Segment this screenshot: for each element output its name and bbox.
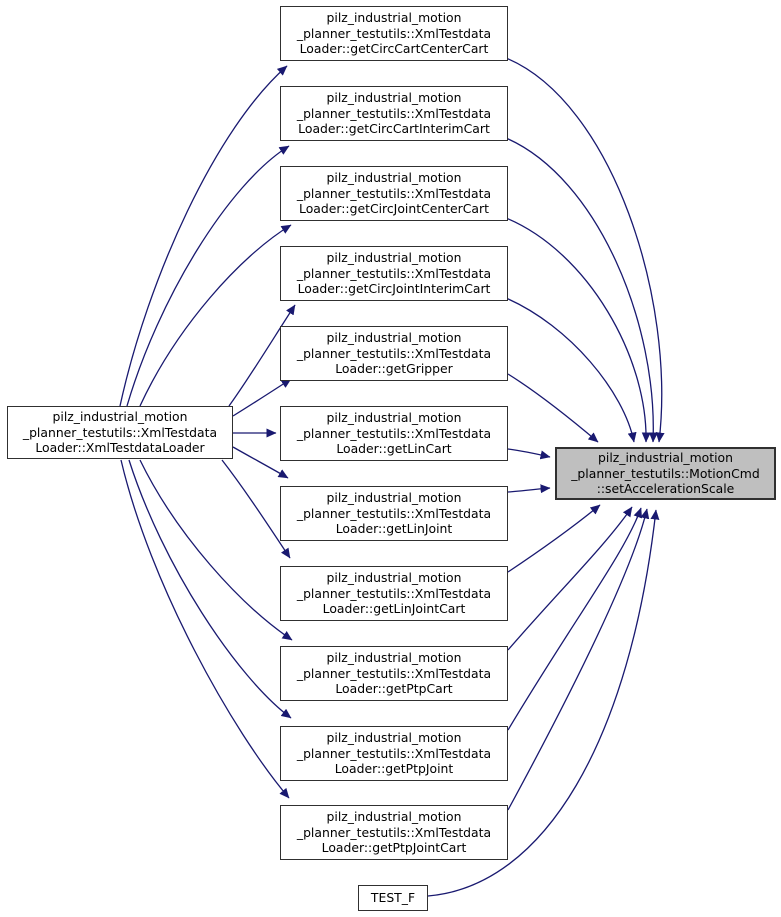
edge-caller-to-getCircCartInterimCart — [127, 146, 289, 406]
node-label-line: _planner_testutils::XmlTestdata — [296, 505, 492, 521]
node-label-line: _planner_testutils::XmlTestdata — [296, 824, 492, 840]
edge-getLinCart-to-target — [508, 449, 550, 457]
node-label-line: Loader::getCircJointInterimCart — [297, 281, 491, 297]
node-label-line: _planner_testutils::XmlTestdata — [296, 105, 492, 121]
node-label-line: _planner_testutils::XmlTestdata — [296, 745, 492, 761]
edge-caller-to-getPtpCart — [140, 460, 292, 640]
node-label-line: pilz_industrial_motion — [326, 410, 462, 426]
node-label-line: TEST_F — [370, 890, 416, 906]
node-label-line: Loader::getCircCartCenterCart — [299, 41, 489, 57]
node-label-line: Loader::getCircJointCenterCart — [299, 201, 489, 217]
node-get-circ-cart-center-cart[interactable] — [280, 6, 508, 61]
node-get-circ-joint-center-cart[interactable] — [280, 166, 508, 221]
node-get-ptp-cart[interactable] — [280, 646, 508, 701]
edge-getCircJointCenterCart-to-target — [506, 218, 646, 442]
node-label-line: pilz_industrial_motion — [52, 409, 188, 425]
node-label-line: _planner_testutils::XmlTestdata — [296, 665, 492, 681]
edge-getGripper-to-target — [508, 374, 598, 442]
node-label-line: pilz_industrial_motion — [326, 650, 462, 666]
node-test-f[interactable] — [358, 885, 428, 911]
node-label-line: _planner_testutils::XmlTestdata — [296, 585, 492, 601]
node-label-line: pilz_industrial_motion — [326, 250, 462, 266]
edge-getLinJointCart-to-target — [508, 505, 600, 572]
node-label-line: Loader::getCircCartInterimCart — [298, 121, 490, 137]
node-label-line: pilz_industrial_motion — [326, 809, 462, 825]
node-label-line: Loader::getPtpJointCart — [321, 840, 467, 856]
edge-getPtpJoint-to-target — [508, 508, 641, 730]
node-get-lin-joint-cart[interactable] — [280, 566, 508, 621]
node-set-acceleration-scale — [555, 447, 776, 500]
node-label-line: _planner_testutils::XmlTestdata — [296, 265, 492, 281]
node-get-lin-cart[interactable] — [280, 406, 508, 461]
node-get-ptp-joint[interactable] — [280, 726, 508, 781]
edge-caller-to-getCircJointCenterCart — [140, 225, 291, 406]
node-label-line: ::setAccelerationScale — [596, 481, 735, 497]
node-label-line: _planner_testutils::XmlTestdata — [296, 345, 492, 361]
node-label-line: _planner_testutils::XmlTestdata — [296, 425, 492, 441]
node-label-line: pilz_industrial_motion — [326, 490, 462, 506]
node-label-line: pilz_industrial_motion — [326, 170, 462, 186]
node-label-line: pilz_industrial_motion — [326, 90, 462, 106]
node-label-line: Loader::getLinJoint — [335, 521, 453, 537]
node-label-line: _planner_testutils::XmlTestdata — [22, 424, 218, 440]
node-label-line: Loader::getLinCart — [336, 441, 452, 457]
node-get-lin-joint[interactable] — [280, 486, 508, 541]
edge-getLinJoint-to-target — [508, 488, 550, 492]
node-label-line: _planner_testutils::MotionCmd — [571, 465, 760, 481]
node-label-line: pilz_industrial_motion — [326, 10, 462, 26]
node-get-circ-cart-interim-cart[interactable] — [280, 86, 508, 141]
node-label-line: Loader::getPtpCart — [335, 681, 453, 697]
node-label-line: pilz_industrial_motion — [326, 730, 462, 746]
node-label-line: pilz_industrial_motion — [326, 570, 462, 586]
node-label-line: pilz_industrial_motion — [598, 450, 733, 466]
node-xmltestdataloader-constructor[interactable] — [7, 406, 233, 459]
node-label-line: _planner_testutils::XmlTestdata — [296, 25, 492, 41]
node-label-line: Loader::getLinJointCart — [322, 601, 466, 617]
node-get-gripper[interactable] — [280, 326, 508, 381]
node-label-line: _planner_testutils::XmlTestdata — [296, 185, 492, 201]
node-label-line: Loader::getGripper — [335, 361, 453, 377]
node-label-line: Loader::getPtpJoint — [334, 761, 454, 777]
node-label-line: pilz_industrial_motion — [326, 330, 462, 346]
edge-getPtpJointCart-to-target — [508, 509, 647, 810]
edge-caller-to-getPtpJointCart — [121, 460, 289, 798]
node-get-circ-joint-interim-cart[interactable] — [280, 246, 508, 301]
edge-getCircJointInterimCart-to-target — [506, 298, 634, 442]
edge-getCircCartInterimCart-to-target — [506, 138, 653, 442]
node-label-line: Loader::XmlTestdataLoader — [35, 440, 205, 456]
node-get-ptp-joint-cart[interactable] — [280, 805, 508, 860]
